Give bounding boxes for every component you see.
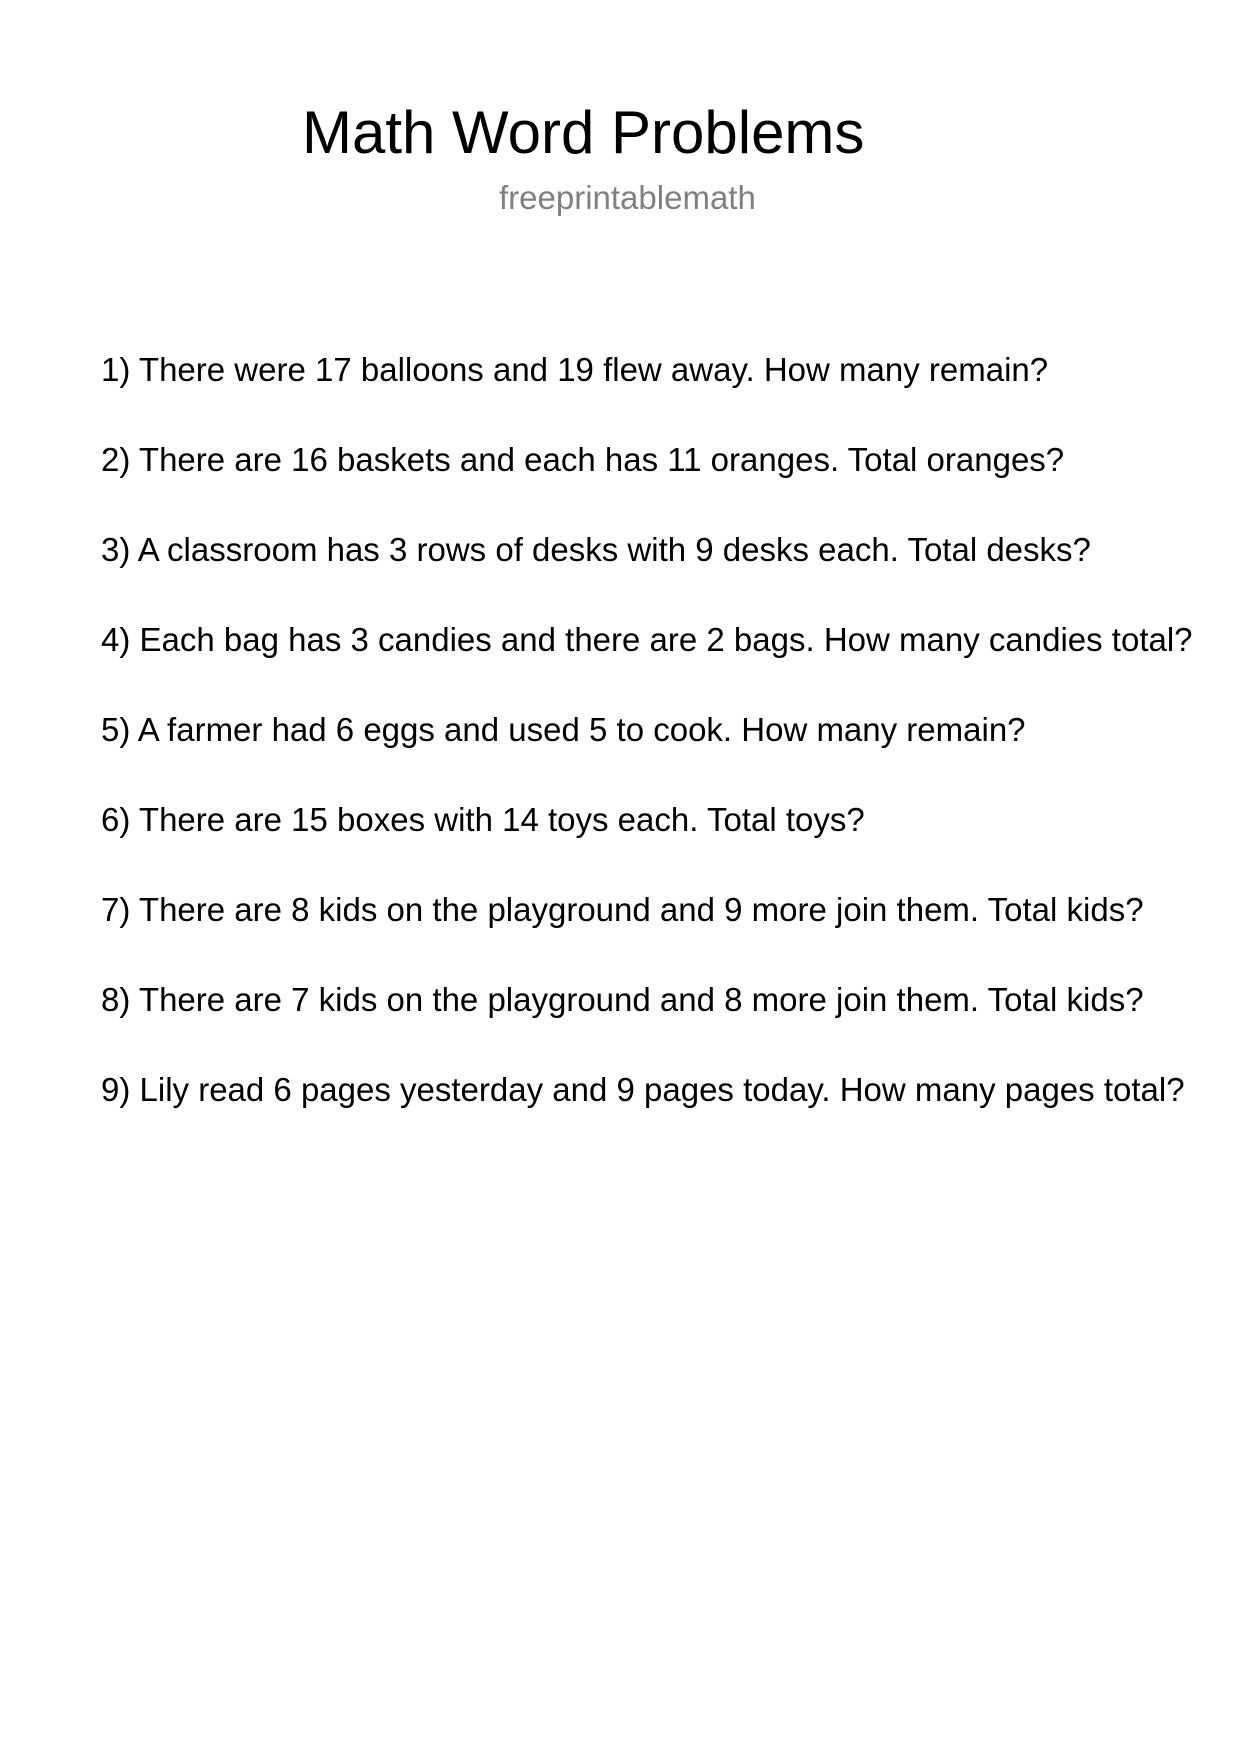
problem-text: There are 8 kids on the playground and 9 more join them. Total kids? xyxy=(138,891,1144,928)
problem-text: Lily read 6 pages yesterday and 9 pages today. How many pages total? xyxy=(139,1071,1185,1108)
problem-item-5 xyxy=(101,710,1193,800)
problem-item-2 xyxy=(101,440,1193,530)
problem-number: 4) xyxy=(101,621,131,658)
problem-item-3 xyxy=(101,530,1193,620)
problem-number: 3) xyxy=(101,531,131,568)
problem-item-4 xyxy=(101,620,1193,710)
problem-number: 5) xyxy=(101,711,131,748)
problem-text: A farmer had 6 eggs and used 5 to cook. How many remain? xyxy=(137,711,1026,748)
problem-item-9 xyxy=(101,1070,1193,1160)
problem-item-7 xyxy=(101,890,1193,980)
problem-number: 7) xyxy=(101,891,131,928)
problem-text: A classroom has 3 rows of desks with 9 desks each. Total desks? xyxy=(137,531,1091,568)
problem-number: 2) xyxy=(101,441,131,478)
page-subtitle: freeprintablemath xyxy=(499,179,756,216)
problem-item-1 xyxy=(101,350,1193,440)
problem-text: There are 16 baskets and each has 11 oranges. Total oranges? xyxy=(138,441,1065,478)
problem-text: Each bag has 3 candies and there are 2 bags. How many candies total? xyxy=(139,621,1193,658)
problem-number: 6) xyxy=(101,801,131,838)
problem-item-6 xyxy=(101,800,1193,890)
problem-text: There are 7 kids on the playground and 8 more join them. Total kids? xyxy=(138,981,1144,1018)
problem-item-8 xyxy=(101,980,1193,1070)
problem-text: There are 15 boxes with 14 toys each. Total toys? xyxy=(138,801,865,838)
page-title: Math Word Problems xyxy=(302,99,865,166)
problem-number: 9) xyxy=(101,1071,131,1108)
problem-text: There were 17 balloons and 19 flew away. How many remain? xyxy=(138,351,1049,388)
problem-number: 1) xyxy=(101,351,131,388)
problem-list xyxy=(101,350,1193,1160)
problem-number: 8) xyxy=(101,981,131,1018)
